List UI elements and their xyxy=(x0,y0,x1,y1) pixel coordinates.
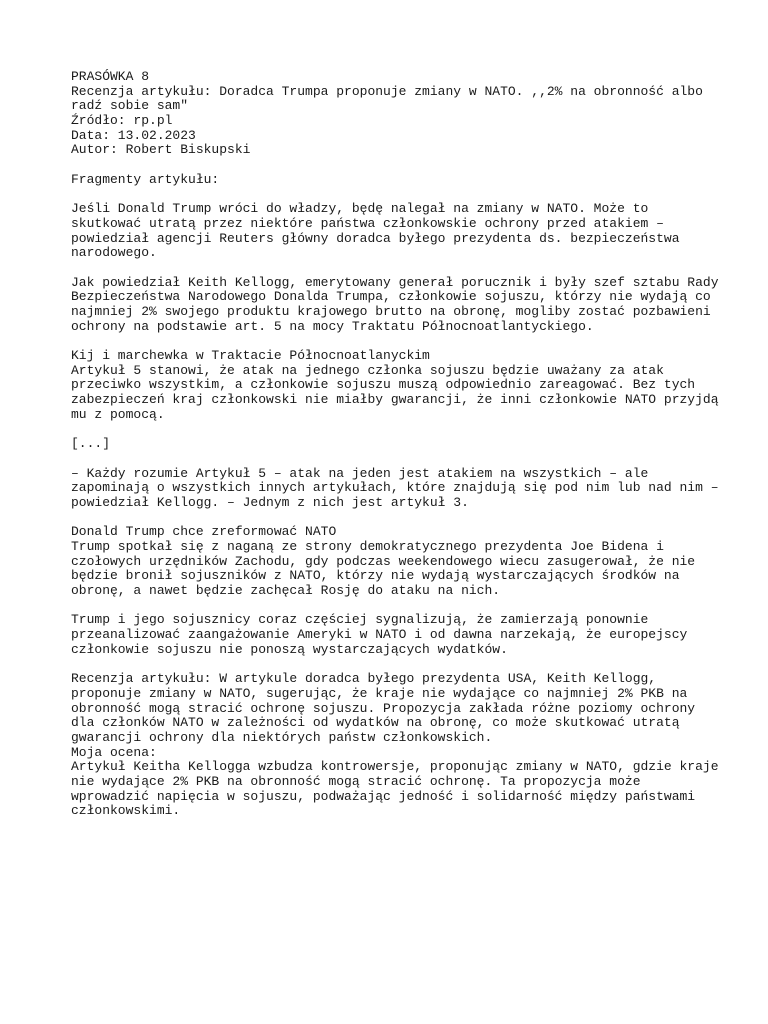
spacer xyxy=(71,261,711,276)
paragraph-line: przeanalizować zaangażowanie Ameryki w NATO i od dawna narzekają, że europejscy xyxy=(71,627,688,643)
paragraph-line: powiedział agencji Reuters główny doradca byłego prezydenta ds. bezpieczeństwa xyxy=(71,230,680,246)
fragments-label: Fragmenty artykułu: xyxy=(71,171,220,187)
paragraph-6 xyxy=(71,613,711,657)
paragraph-1 xyxy=(71,202,711,261)
spacer xyxy=(71,599,711,614)
section-heading: Donald Trump chce zreformować NATO xyxy=(71,524,337,540)
paragraph-line: gwarancji ochrony dla niektórych państw członkowskich. xyxy=(71,729,493,745)
paragraph-5 xyxy=(71,525,711,598)
paragraph-line: obronność mogą stracić ochronę sojuszu. Propozycja zakłada różne poziomy ochrony xyxy=(71,700,696,716)
header-block xyxy=(71,70,711,158)
paragraph-line: Bezpieczeństwa Narodowego Donalda Trumpa, członkowie sojuszu, którzy nie wydają co xyxy=(71,289,711,305)
paragraph-line: członkowie sojuszu nie ponoszą wystarczających wydatków. xyxy=(71,641,508,657)
paragraph-line: wprowadzić napięcia w sojuszu, podważając jedność i solidarność między państwami xyxy=(71,788,696,804)
spacer xyxy=(71,158,711,173)
paragraph-line: obronę, a nawet będzie zachęcał Rosję do ataku na nich. xyxy=(71,583,501,599)
author-line: Autor: Robert Biskupski xyxy=(71,142,251,158)
paragraph-line: członkowskimi. xyxy=(71,803,181,819)
section-heading: Kij i marchewka w Traktacie Północnoatlanyckim xyxy=(71,348,430,364)
assessment-label: Moja ocena: xyxy=(71,744,157,760)
paragraph-2 xyxy=(71,274,719,335)
spacer xyxy=(71,658,711,673)
paragraph-line: czołowych urzędników Zachodu, gdy podczas weekendowego wiecu zasugerował, że nie xyxy=(71,553,696,569)
paragraph-line: – Każdy rozumie Artykuł 5 – atak na jeden jest atakiem na wszystkich – ale xyxy=(71,465,649,481)
paragraph-7 xyxy=(71,671,719,819)
paragraph-4 xyxy=(71,465,719,511)
paragraph-line: Jak powiedział Keith Kellogg, emerytowany generał porucznik i były szef sztabu Rady xyxy=(71,274,719,290)
paragraph-3 xyxy=(71,348,719,422)
date-line: Data: 13.02.2023 xyxy=(71,127,196,143)
paragraph-line: narodowego. xyxy=(71,245,157,261)
paragraph-line: skutkować utratą przez niektóre państwa członkowskie ochrony przed atakiem – xyxy=(71,215,664,231)
paragraph-line: ochrony na podstawie art. 5 na mocy Traktatu Północnoatlantyckiego. xyxy=(71,318,594,334)
spacer xyxy=(71,452,711,467)
paragraph-line: nie wydające 2% PKB na obronność mogą stracić ochronę. Ta propozycja może xyxy=(71,774,641,789)
paragraph-line: powiedział Kellogg. – Jednym z nich jest artykuł 3. xyxy=(71,494,469,510)
spacer xyxy=(71,423,711,438)
paragraph-line: dla członków NATO w zależności od wydatków na obronę, co może skutkować utratą xyxy=(71,715,680,731)
paragraph-line: będzie bronił sojuszników z NATO, którzy nie wydają wystarczających środków na xyxy=(71,568,680,584)
paragraph-line: proponuje zmiany w NATO, sugerując, że kraje nie wydające co najmniej 2% PKB na xyxy=(71,685,688,701)
spacer xyxy=(71,188,711,203)
paragraph-line: najmniej 2% swojego produktu krajowego brutto na obronę, mogliby zostać pozbawieni xyxy=(71,304,711,319)
paragraph-line: Artykuł Keitha Kellogga wzbudza kontrowersje, proponując zmiany w NATO, gdzie kraje xyxy=(71,759,719,775)
paragraph-line: przeciwko wszystkim, a członkowie sojuszu muszą odpowiednio zareagować. Bez tych xyxy=(71,377,696,393)
ellipsis-marker: [...] xyxy=(71,436,111,452)
review-title-line-2: radź sobie sam" xyxy=(71,98,189,114)
paragraph-line: Recenzja artykułu: W artykule doradca byłego prezydenta USA, Keith Kellogg, xyxy=(71,671,657,687)
spacer xyxy=(71,511,711,526)
paragraph-line: zabezpieczeń kraj członkowski nie miałby gwarancji, że inni członkowie NATO przyjdą xyxy=(71,392,719,408)
paragraph-line: Trump spotkał się z naganą ze strony demokratycznego prezydenta Joe Bidena i xyxy=(71,539,664,554)
document-title: PRASÓWKA 8 xyxy=(71,69,150,84)
paragraph-line: Jeśli Donald Trump wróci do władzy, będę nalegał na zmiany w NATO. Może to xyxy=(71,201,649,217)
source-line: Źródło: rp.pl xyxy=(71,113,173,129)
review-title-line-1: Recenzja artykułu: Doradca Trumpa proponuje zmiany w NATO. ,,2% na obronność albo xyxy=(71,83,703,99)
paragraph-line: Artykuł 5 stanowi, że atak na jednego członka sojuszu będzie uważany za atak xyxy=(71,362,664,378)
paragraph-line: zapominają o wszystkich innych artykułach, które znajdują się pod nim lub nad nim – xyxy=(71,480,719,496)
paragraph-line: mu z pomocą. xyxy=(71,406,165,422)
document-page xyxy=(71,69,719,819)
spacer xyxy=(71,334,711,349)
paragraph-line: Trump i jego sojusznicy coraz częściej sygnalizują, że zamierzają ponownie xyxy=(71,612,649,628)
